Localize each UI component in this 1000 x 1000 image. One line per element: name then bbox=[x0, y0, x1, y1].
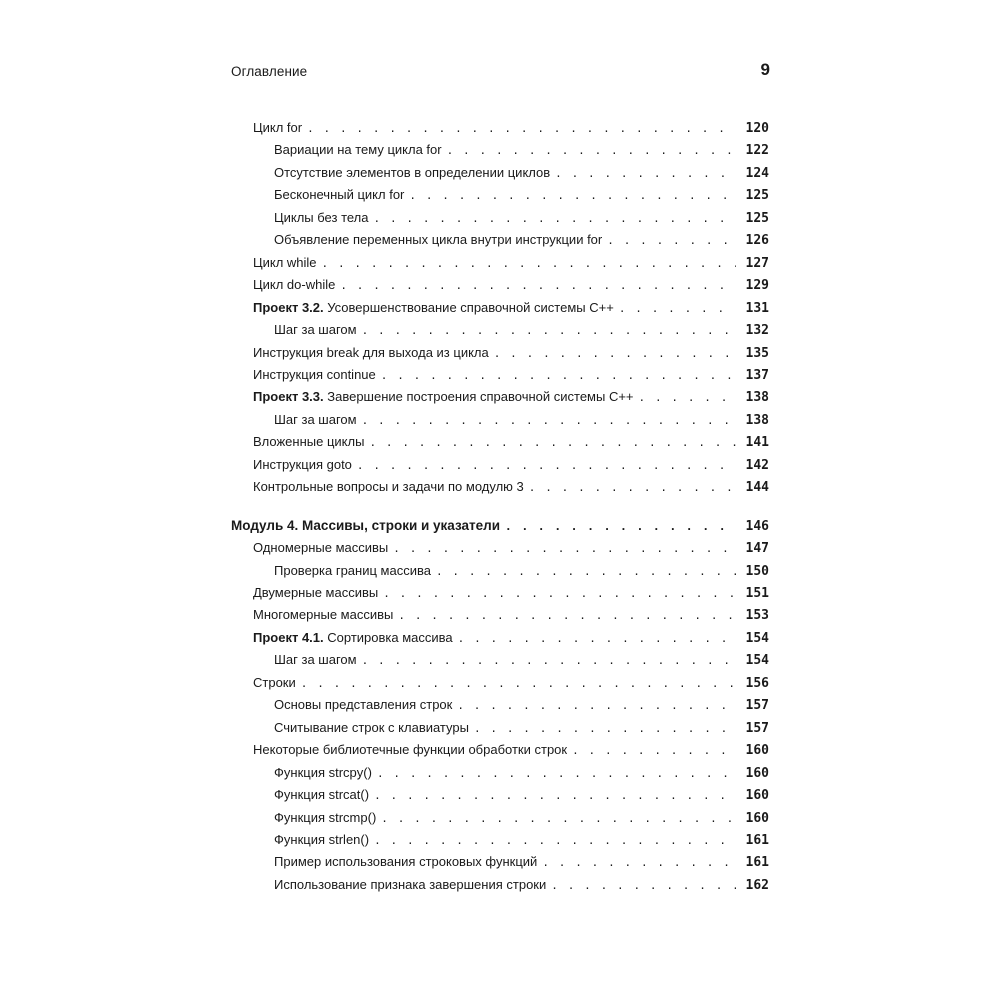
toc-entry bbox=[274, 184, 769, 206]
dot-leader bbox=[383, 583, 736, 605]
toc-entry-page: 122 bbox=[745, 143, 769, 159]
toc-entry bbox=[253, 627, 769, 649]
toc-entry-page: 161 bbox=[745, 855, 769, 871]
toc-entry-text: Цикл while bbox=[253, 254, 317, 270]
toc-entry-page: 157 bbox=[745, 698, 769, 714]
toc-entry bbox=[253, 672, 769, 694]
toc-entry-text: Одномерные массивы bbox=[253, 540, 389, 556]
toc-entry-text: Цикл do-while bbox=[253, 277, 336, 293]
page-number: 9 bbox=[760, 60, 770, 79]
toc-entry-title bbox=[253, 364, 376, 386]
toc-entry-page: 120 bbox=[745, 121, 769, 136]
toc-entry bbox=[253, 537, 769, 559]
toc-entry-prefix: Проект 3.3. bbox=[253, 389, 324, 405]
dot-leader bbox=[377, 763, 736, 785]
toc-entry-title bbox=[274, 807, 376, 829]
toc-entry bbox=[253, 739, 769, 761]
toc-entry-page: 135 bbox=[745, 345, 769, 361]
toc-entry-title bbox=[274, 139, 442, 161]
toc-entry-page: 160 bbox=[745, 788, 769, 804]
toc-entry-text: Инструкция continue bbox=[253, 366, 376, 382]
toc-entry bbox=[274, 874, 769, 896]
toc-entry-text: Шаг за шагом bbox=[274, 411, 357, 427]
toc-entry-title bbox=[274, 560, 431, 582]
toc-entry bbox=[253, 454, 769, 476]
dot-leader bbox=[529, 477, 736, 499]
toc-entry-prefix: Проект 4.1. bbox=[253, 629, 324, 645]
toc-entry bbox=[274, 649, 769, 671]
toc-entry-title bbox=[253, 117, 302, 139]
toc-entry-title bbox=[274, 229, 602, 251]
dot-leader bbox=[551, 875, 736, 897]
toc-entry bbox=[274, 851, 769, 873]
toc-entry-text: Инструкция break для выхода из цикла bbox=[253, 344, 489, 360]
toc-entry-page: 141 bbox=[745, 435, 769, 451]
toc-entry-page: 131 bbox=[745, 300, 769, 316]
toc-entry-page: 138 bbox=[745, 412, 769, 428]
dot-leader bbox=[505, 516, 736, 538]
toc-entry-text: Завершение построения справочной системы С++ bbox=[327, 389, 634, 405]
dot-leader bbox=[301, 673, 736, 695]
toc-entry bbox=[274, 139, 769, 161]
dot-leader bbox=[409, 185, 736, 207]
toc-entry bbox=[253, 297, 769, 319]
toc-entry-text: Бесконечный цикл for bbox=[274, 187, 405, 203]
toc-entry-text: Отсутствие элементов в определении циклов bbox=[274, 164, 551, 180]
toc-entry-title bbox=[231, 515, 500, 537]
dot-leader bbox=[374, 785, 736, 807]
dot-leader bbox=[362, 320, 736, 342]
toc-entry-text: Вложенные циклы bbox=[253, 434, 365, 450]
toc-entry-page: 150 bbox=[745, 563, 769, 579]
toc-entry bbox=[274, 229, 769, 251]
toc-entry-title bbox=[274, 694, 452, 716]
toc-entry-text: Контрольные вопросы и задачи по модулю 3 bbox=[253, 479, 524, 495]
toc-entry bbox=[274, 409, 769, 431]
running-head: Оглавление bbox=[231, 64, 308, 79]
toc-entry-page: 156 bbox=[745, 675, 769, 691]
toc-entry-page: 124 bbox=[745, 165, 769, 181]
toc-entry-text: Функция strcmp() bbox=[274, 809, 377, 825]
toc-entry-page: 151 bbox=[745, 586, 769, 601]
toc-entry-title bbox=[253, 537, 388, 559]
toc-entry bbox=[274, 162, 769, 184]
toc-entry-page: 144 bbox=[745, 480, 769, 496]
dot-leader bbox=[362, 650, 736, 672]
toc-entry bbox=[253, 476, 769, 498]
toc-entry-text: Шаг за шагом bbox=[274, 322, 357, 338]
toc-entry-text: Циклы без тела bbox=[274, 209, 369, 225]
toc-entry bbox=[274, 784, 769, 806]
toc-entry bbox=[274, 694, 769, 716]
toc-entry-page: 142 bbox=[745, 457, 769, 473]
toc-entry-text: Объявление переменных цикла внутри инструкции for bbox=[274, 232, 603, 248]
toc-entry-title bbox=[253, 739, 567, 761]
toc-entry-page: 154 bbox=[745, 630, 769, 646]
toc-entry-page: 127 bbox=[745, 255, 769, 271]
toc-entry bbox=[274, 319, 769, 341]
toc-entry-text: Цикл for bbox=[253, 120, 303, 135]
toc-entry bbox=[253, 386, 769, 408]
toc-entry-page: 154 bbox=[745, 653, 769, 669]
toc-entry bbox=[253, 431, 769, 453]
dot-leader bbox=[381, 808, 736, 830]
dot-leader bbox=[619, 298, 736, 320]
toc-entry bbox=[274, 207, 769, 229]
toc-entry-title bbox=[253, 672, 296, 694]
dot-leader bbox=[393, 538, 736, 560]
toc-entry-title bbox=[253, 342, 489, 364]
toc-entry-page: 160 bbox=[745, 810, 769, 826]
dot-leader bbox=[369, 432, 736, 454]
toc-entry-title bbox=[274, 762, 372, 784]
toc-entry-page: 126 bbox=[745, 233, 769, 249]
toc-entry bbox=[274, 560, 769, 582]
dot-leader bbox=[458, 628, 736, 650]
dot-leader bbox=[357, 455, 736, 477]
toc-entry-title bbox=[253, 582, 378, 604]
toc-entry-title bbox=[274, 207, 369, 229]
toc-entry-text: Усовершенствование справочной системы С++ bbox=[327, 299, 614, 315]
toc-entry-title bbox=[253, 297, 614, 319]
toc-entry-title bbox=[253, 627, 453, 649]
toc-entry-title bbox=[274, 319, 357, 341]
toc-entry-text: Некоторые библиотечные функции обработки строк bbox=[253, 742, 568, 758]
toc-entry-page: 160 bbox=[745, 743, 769, 759]
toc-entry-title bbox=[253, 604, 393, 626]
toc-entry bbox=[253, 342, 769, 364]
toc-entry-page: 132 bbox=[745, 323, 769, 339]
toc-entry bbox=[274, 829, 769, 851]
dot-leader bbox=[436, 561, 736, 583]
toc-entry bbox=[274, 717, 769, 739]
toc-entry bbox=[253, 274, 769, 296]
toc-entry-title bbox=[274, 851, 537, 873]
dot-leader bbox=[542, 852, 736, 874]
toc-entry-text: Строки bbox=[253, 674, 296, 690]
toc-entry-text: Считывание строк с клавиатуры bbox=[274, 719, 469, 735]
toc-entry-page: 125 bbox=[745, 210, 769, 226]
toc-entry-page: 137 bbox=[745, 367, 769, 383]
dot-leader bbox=[362, 410, 736, 432]
toc-entry bbox=[253, 364, 769, 386]
toc-entry-title bbox=[253, 274, 335, 296]
toc-entry-text: Функция strlen() bbox=[274, 831, 370, 847]
toc-entry-page: 125 bbox=[745, 188, 769, 204]
dot-leader bbox=[607, 230, 736, 252]
toc-entry-text: Сортировка массива bbox=[327, 629, 453, 645]
toc-entry-title bbox=[253, 431, 364, 453]
toc-entry-text: Шаг за шагом bbox=[274, 652, 357, 668]
toc-entry-title bbox=[253, 476, 524, 498]
dot-leader bbox=[494, 343, 736, 365]
toc-entry-text: Пример использования строковых функций bbox=[274, 854, 538, 870]
toc-entry bbox=[274, 762, 769, 784]
dot-leader bbox=[572, 740, 736, 762]
toc-entry bbox=[253, 252, 769, 274]
dot-leader bbox=[322, 253, 736, 275]
toc-entry-title bbox=[274, 784, 369, 806]
dot-leader bbox=[447, 140, 736, 162]
toc-entry-text: Основы представления строк bbox=[274, 697, 453, 713]
toc-entry-page: 157 bbox=[745, 720, 769, 736]
toc-entry-page: 153 bbox=[745, 608, 769, 624]
dot-leader bbox=[340, 275, 736, 297]
toc-entry-page: 146 bbox=[745, 518, 769, 534]
toc-module-entry bbox=[231, 515, 769, 537]
toc-entry-text: Модуль 4. Массивы, строки и указатели bbox=[231, 517, 501, 533]
dot-leader bbox=[381, 365, 736, 387]
toc-entry-text: Двумерные массивы bbox=[253, 585, 379, 600]
toc-entry-text: Инструкция goto bbox=[253, 456, 352, 472]
toc-entry-title bbox=[274, 409, 357, 431]
toc-entry-text: Многомерные массивы bbox=[253, 607, 394, 623]
dot-leader bbox=[474, 718, 736, 740]
toc-entry-title bbox=[253, 454, 352, 476]
toc-entry-page: 162 bbox=[745, 877, 769, 893]
dot-leader bbox=[374, 208, 737, 230]
toc-entry-page: 147 bbox=[745, 541, 769, 557]
toc-entry-text: Вариации на тему цикла for bbox=[274, 142, 442, 158]
toc-entry-title bbox=[253, 252, 317, 274]
toc-entry-page: 161 bbox=[745, 832, 769, 848]
toc-entry-text: Функция strcpy() bbox=[274, 764, 372, 780]
toc-entry-title bbox=[253, 386, 634, 408]
toc-entry-title bbox=[274, 874, 546, 896]
dot-leader bbox=[639, 387, 736, 409]
toc-entry bbox=[253, 582, 769, 604]
toc-entry-text: Использование признака завершения строки bbox=[274, 876, 547, 892]
toc-entry-title bbox=[274, 649, 357, 671]
dot-leader bbox=[457, 695, 736, 717]
toc-entry-title bbox=[274, 829, 369, 851]
dot-leader bbox=[398, 605, 736, 627]
toc-entry-title bbox=[274, 184, 404, 206]
toc-entry-title bbox=[274, 717, 469, 739]
toc-entry-page: 138 bbox=[745, 390, 769, 406]
dot-leader bbox=[555, 163, 736, 185]
toc-entry-text: Функция strcat() bbox=[274, 787, 370, 803]
toc-entry-title bbox=[274, 162, 550, 184]
toc-entry bbox=[274, 807, 769, 829]
dot-leader bbox=[374, 830, 736, 852]
toc-entry-text: Проверка границ массива bbox=[274, 562, 431, 578]
dot-leader bbox=[307, 118, 736, 140]
toc-entry bbox=[253, 604, 769, 626]
toc-entry bbox=[253, 117, 769, 139]
toc-entry-prefix: Проект 3.2. bbox=[253, 299, 324, 315]
toc-entry-page: 129 bbox=[745, 278, 769, 294]
toc-entry-page: 160 bbox=[745, 765, 769, 781]
